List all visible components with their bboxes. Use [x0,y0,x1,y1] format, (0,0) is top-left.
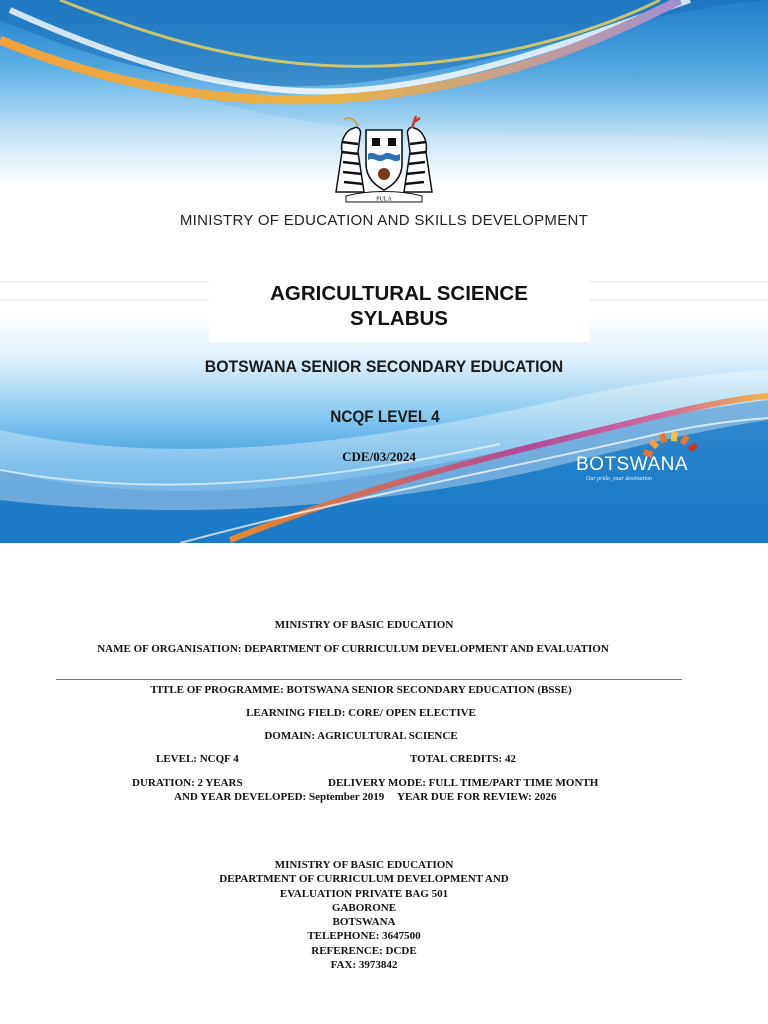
address-line: EVALUATION PRIVATE BAG 501 [279,887,449,900]
info-delivery-mode: DELIVERY MODE: FULL TIME/PART TIME MONTH [328,777,599,789]
divider-line [56,679,682,680]
info-domain: DOMAIN: AGRICULTURAL SCIENCE [264,730,458,742]
address-line: BOTSWANA [332,916,396,929]
address-line: DEPARTMENT OF CURRICULUM DEVELOPMENT AND [219,873,509,886]
address-line: TELEPHONE: 3647500 [307,930,421,943]
document-code: CDE/03/2024 [342,449,416,464]
syllabus-title [209,268,589,342]
address-line: REFERENCE: DCDE [311,944,417,957]
address-line: GABORONE [331,901,397,914]
address-line: MINISTRY OF BASIC EDUCATION [274,859,454,871]
info-programme: TITLE OF PROGRAMME: BOTSWANA SENIOR SECONDARY EDUCATION (BSSE) [150,684,572,696]
info-learning-field: LEARNING FIELD: CORE/ OPEN ELECTIVE [246,707,476,719]
coat-motto: PULA [376,196,392,203]
title-line-1: AGRICULTURAL SCIENCE [270,282,528,305]
title-line-2: SYLABUS [350,307,448,330]
botswana-brand-logo [576,428,706,490]
brand-tagline: Our pride, your destination [586,476,652,482]
address-block [0,858,728,972]
info-year-developed: AND YEAR DEVELOPED: September 2019 [174,791,385,803]
ministry-banner: MINISTRY OF EDUCATION AND SKILLS DEVELOPMENT [179,212,589,229]
info-total-credits: TOTAL CREDITS: 42 [410,753,516,765]
address-line: FAX: 3973842 [330,959,398,972]
cover-subtitle: BOTSWANA SENIOR SECONDARY EDUCATION [204,357,564,376]
coat-of-arms-logo [328,112,440,204]
info-organisation: NAME OF ORGANISATION: DEPARTMENT OF CURRICULUM DEVELOPMENT AND EVALUATION [97,643,609,655]
info-duration: DURATION: 2 YEARS [132,777,243,789]
brand-wordmark: BOTSWANA [576,454,689,475]
cover-level: NCQF LEVEL 4 [330,407,440,426]
info-level: LEVEL: NCQF 4 [156,753,239,765]
info-ministry: MINISTRY OF BASIC EDUCATION [274,619,454,631]
info-year-review: YEAR DUE FOR REVIEW: 2026 [397,791,557,803]
